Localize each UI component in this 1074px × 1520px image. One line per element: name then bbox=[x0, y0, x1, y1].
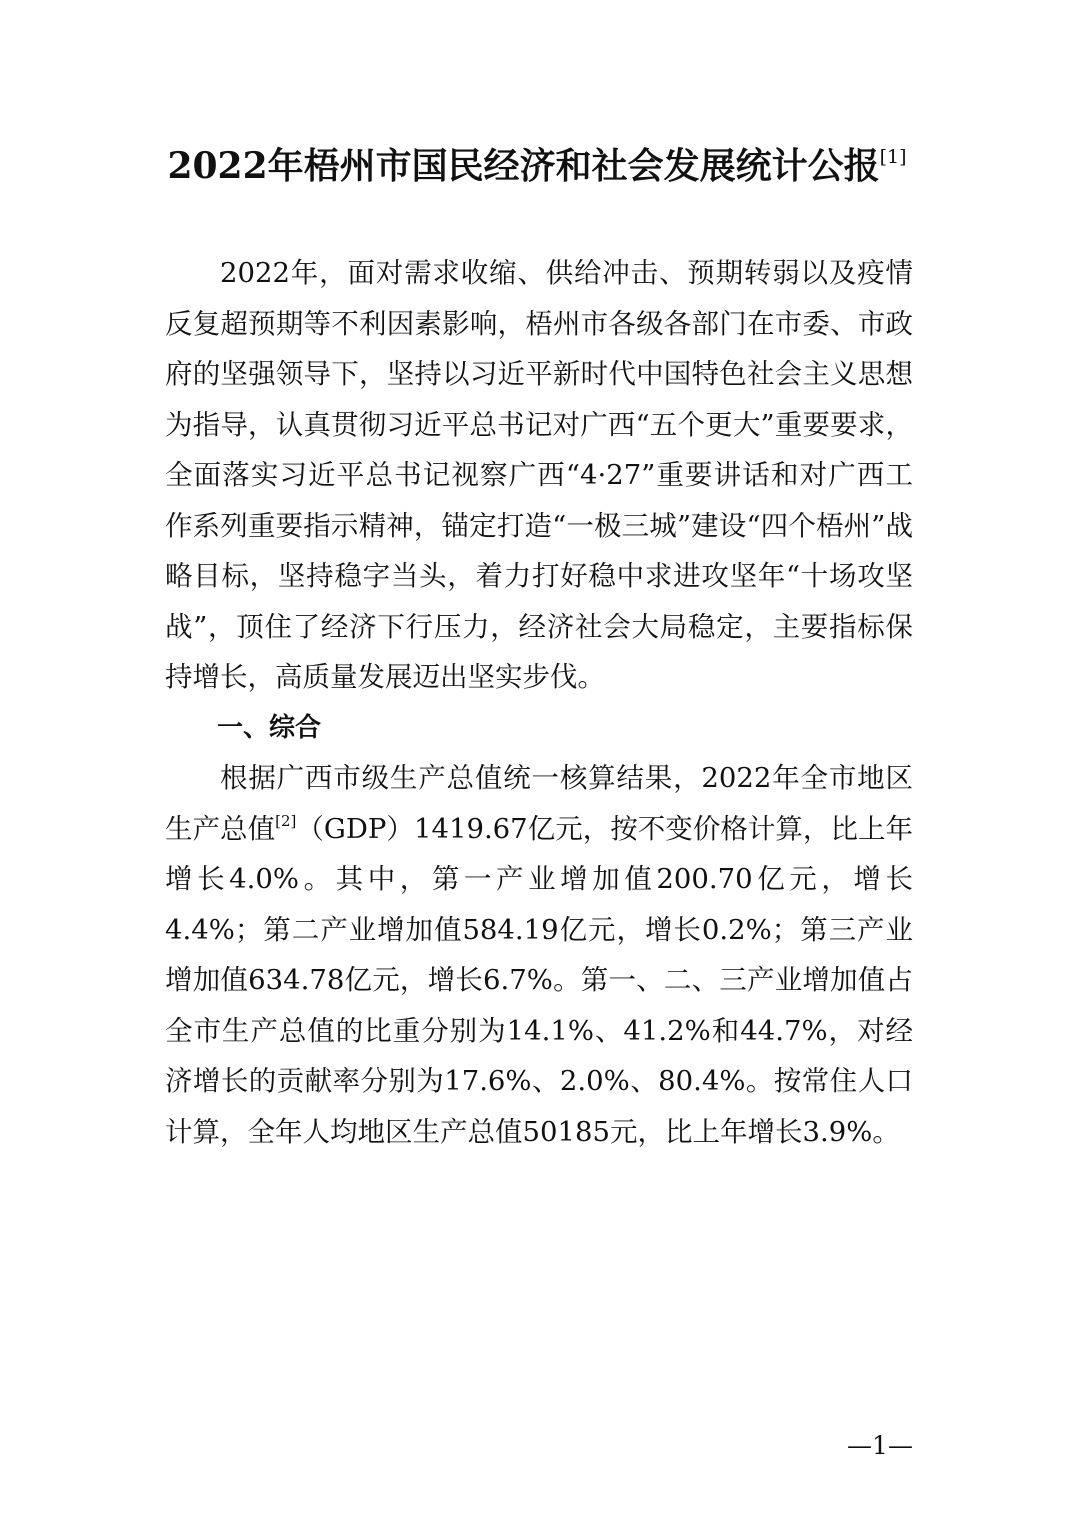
document-body bbox=[165, 248, 913, 1157]
gdp-sentence-rest: （GDP）1419.67亿元，按不变价格计算，比上年增长4.0%。其中，第一产业增加值200.70亿元，增长4.4%；第二产业增加值584.19亿元，增长0.2%；第三产业增加值634.78亿元，增长6.7%。第一、二、三产业增加值占全市生产总值的比重分别为14.1%、41.2%和44.7%，对经济增长的贡献率分别为17.6%、2.0%、80.4%。按常住人口计算，全年人均地区生产总值50185元，比上年增长3.9%。 bbox=[165, 812, 913, 1148]
intro-paragraph: 2022年，面对需求收缩、供给冲击、预期转弱以及疫情反复超预期等不利因素影响，梧州市各级各部门在市委、市政府的坚强领导下，坚持以习近平新时代中国特色社会主义思想为指导，认真贯彻习近平总书记对广西“五个更大”重要要求，全面落实习近平总书记视察广西“4·27”重要讲话和对广西工作系列重要指示精神，锚定打造“一极三城”建设“四个梧州”战略目标，坚持稳字当头，着力打好稳中求进攻坚年“十场攻坚战”，顶住了经济下行压力，经济社会大局稳定，主要指标保持增长，高质量发展迈出坚实步伐。 bbox=[165, 257, 913, 693]
title-footnote-marker: [1] bbox=[879, 146, 907, 168]
gdp-sentence-start: 根据广西市级生产总值统一核算结果，2022年全市地区生产总值 bbox=[165, 762, 913, 845]
page-number: —1— bbox=[847, 1431, 913, 1460]
title-text: 2022年梧州市国民经济和社会发展统计公报 bbox=[167, 145, 880, 187]
gdp-footnote-marker: [2] bbox=[275, 811, 297, 830]
document-title bbox=[60, 140, 1014, 192]
section-heading-general: 一、综合 bbox=[217, 712, 322, 743]
section-general-paragraph bbox=[165, 753, 913, 1157]
